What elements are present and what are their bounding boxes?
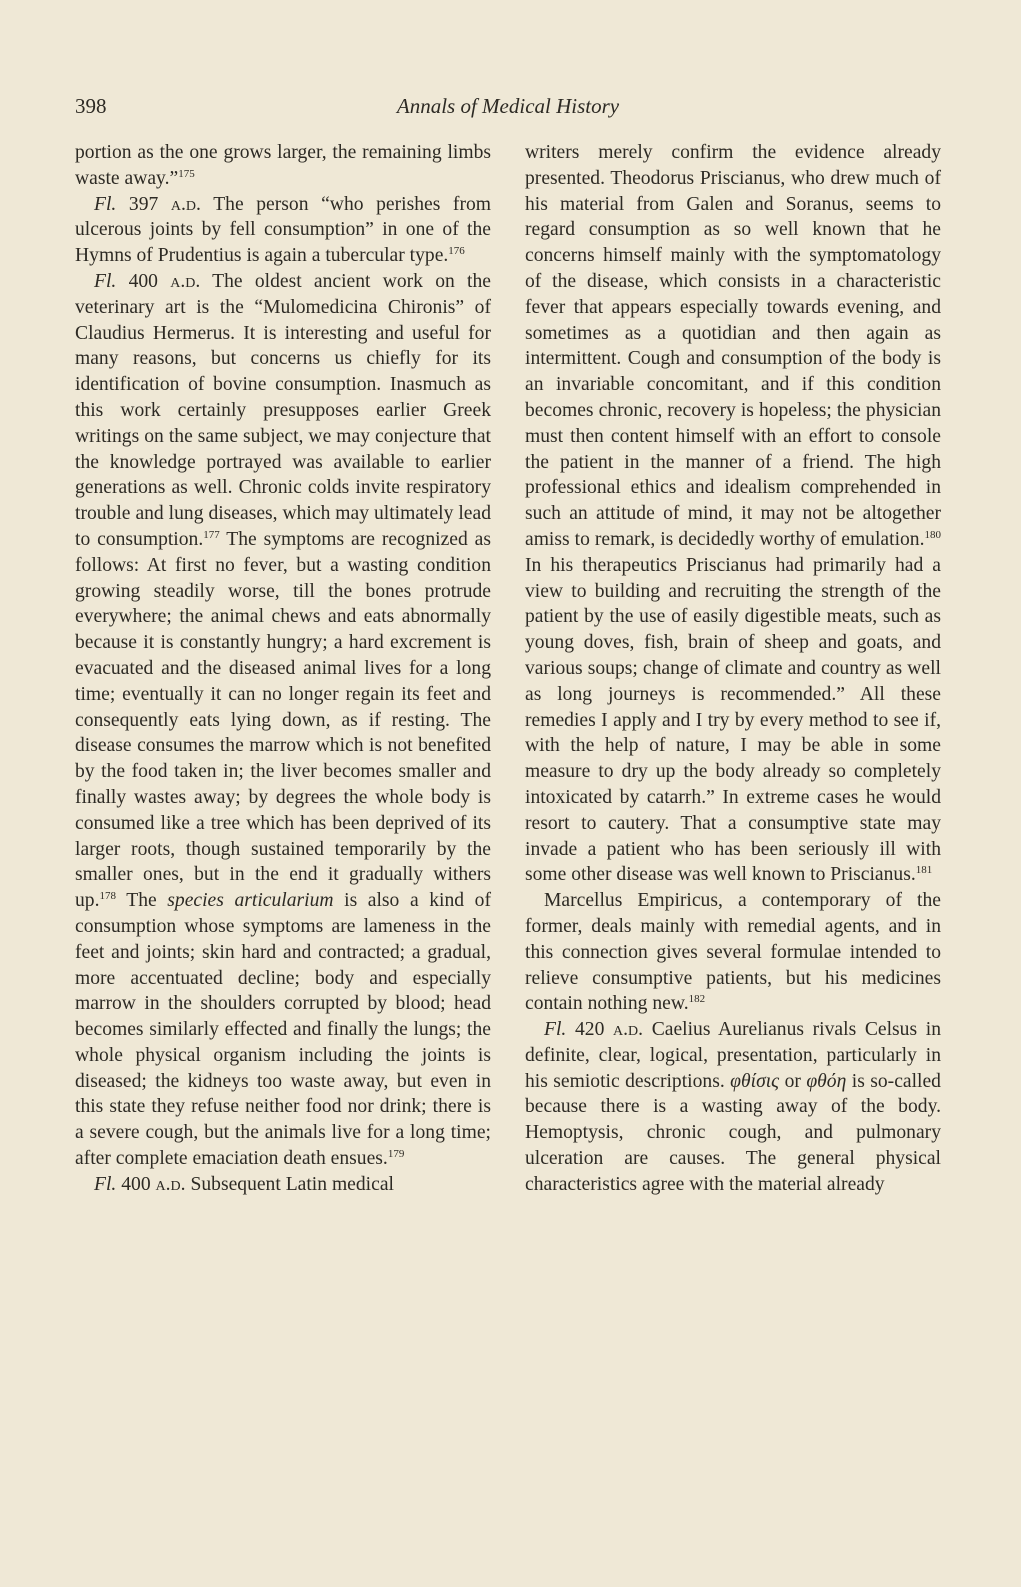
right-column xyxy=(525,140,941,1198)
running-title: Annals of Medical History xyxy=(396,94,620,118)
era: a.d. xyxy=(170,193,201,215)
paragraph-marcellus: Marcellus Empiricus, a contemporary of the former, deals mainly with remedial agents, and in this connection gives several formulae intended to relieve consumptive patients, but his medicines contain nothing new.$^{182}$ xyxy=(525,890,941,1015)
year: 400 xyxy=(128,270,158,292)
paragraph-priscianus: writers merely confirm the evidence already presented. Theodorus Priscianus, who drew much of his material from Galen and Soranus, seems to regard consumption as so well known that he concerns himself mainly with the symptomatology of the disease, which consists in a characteristic fever that appears especially towards evening, and sometimes as a quotidian and then again as intermittent. Cough and consumption of the body is an invariable concomitant, and if this condition becomes chronic, recovery is hopeless; the physician must then content himself with an effort to console the patient in the manner of a friend. The high professional ethics and idealism comprehended in such an attitude of mind, it may not be altogether amiss to remark, is decidedly worthy of emulation.$^{180}$ In his therapeutics Priscianus had primarily had a view to building and recruiting the strength of the patient by the use of easily digestible meats, such as young doves, fish, brain of sheep and goats, and various soups; change of climate and country as well as long journeys is recommended.” All these remedies I apply and I try by every method to see if, with the help of nature, I may be able in some measure to dry up the body already so completely intoxicated by catarrh.” In extreme cases he would resort to cautery. That a consumptive state may invade a patient who has been seriously ill with some other disease was well known to Priscianus.$^{181}$ xyxy=(525,142,941,886)
footnote-ref: 177 xyxy=(203,528,220,541)
page-header xyxy=(75,94,941,124)
paragraph-fl-397: Fl. 397 a.d. The person “who perishes from ulcerous joints by fell consumption” in one of the Hymns of Prudentius is again a tubercular type.$^{176}$ xyxy=(75,193,492,267)
footnote-ref: 179 xyxy=(387,1148,405,1161)
footnote-ref: 176 xyxy=(448,245,465,258)
footnote-ref: 182 xyxy=(688,993,706,1006)
footnote-ref: 178 xyxy=(99,890,116,903)
fl-label: Fl. xyxy=(94,1173,117,1195)
footnote-ref: 180 xyxy=(924,528,941,541)
paragraph-fl-420: Fl. 420 a.d. Caelius Aurelianus rivals Celsus in definite, clear, logical, presentation, particularly in his semiotic descriptions. φθίσις or φθόη is so-called because there is a wasting away of the body. Hemoptysis, chronic cough, and pulmonary ulceration are causes. The general physical characteristics agree with the material already xyxy=(525,1019,941,1195)
paragraph-continuation: portion as the one grows larger, the remaining limbs waste away.”$^{175}$ xyxy=(75,142,491,189)
fl-label: Fl. xyxy=(94,270,117,292)
paragraph-fl-400-mulomedicina: Fl. 400 a.d. The oldest ancient work on the veterinary art is the “Mulomedicina Chironis” of Claudius Hermerus. It is interesting and useful for many reasons, but concerns us chiefly for its identification of bovine consumption. Inasmuch as this work certainly presupposes earlier Greek writings on the same subject, we may conjecture that the knowledge portrayed was available to earlier generations as well. Chronic colds invite respiratory trouble and lung diseases, which may ultimately lead to consumption.$^{177}$ The symptoms are recognized as follows: At first no fever, but a wasting condition growing steadily worse, till the bones protrude everywhere; the animal chews and eats abnormally because it is constantly hungry; a hard excrement is evacuated and the diseased animal lives for a long time; eventually it can no longer regain its feet and consequently eats lying down, as if resting. The disease consumes the marrow which is not benefited by the food taken in; the liver becomes smaller and finally wastes away; by degrees the whole body is consumed like a tree which has been deprived of its larger roots, though sustained temporarily by the smaller ones, but in the end it gradually withers up.$^{178}$ The species articularium is also a kind of consumption whose symptoms are lameness in the feet and joints; skin hard and contracted; a gradual, more accentuated decline; body and especially marrow in the shoulders corrupted by blood; head becomes similarly effected and finally the lungs; the whole physical organism including the joints is diseased; the kidneys too waste away, but even in this state they refuse neither food nor drink; there is a severe cough, but the animals live for a long time; after complete emaciation death ensues.$^{179}$ xyxy=(75,270,491,1170)
greek-term: φθίσις xyxy=(730,1070,780,1092)
footnote-ref: 175 xyxy=(178,167,195,180)
fl-label: Fl. xyxy=(94,193,117,215)
page-number: 398 xyxy=(75,94,107,118)
paragraph-fl-400-latin: Fl. 400 a.d. Subsequent Latin medical xyxy=(94,1173,394,1195)
fl-label: Fl. xyxy=(544,1019,567,1041)
year: 400 xyxy=(121,1173,151,1195)
left-column xyxy=(75,140,491,1198)
era: a.d. xyxy=(613,1019,644,1041)
year: 397 xyxy=(128,193,159,215)
era: a.d. xyxy=(170,270,201,292)
species-term: species articularium xyxy=(167,890,334,912)
greek-term: φθόη xyxy=(806,1070,847,1092)
footnote-ref: 181 xyxy=(915,864,933,877)
year: 420 xyxy=(574,1019,605,1041)
era: a.d. xyxy=(155,1173,186,1195)
